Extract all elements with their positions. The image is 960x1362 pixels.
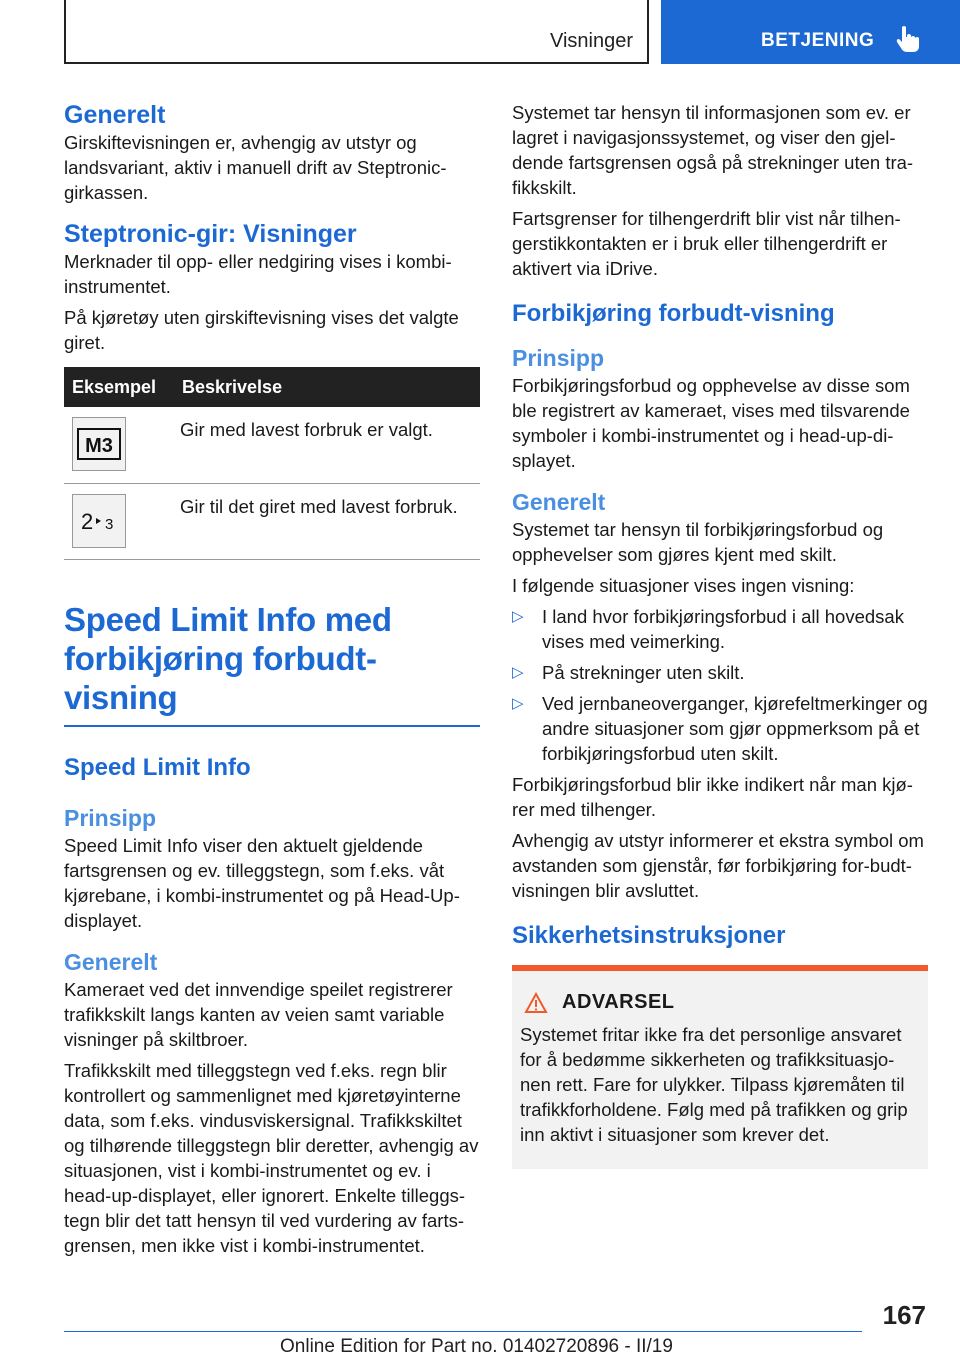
heading-prinsipp-right: Prinsipp (512, 345, 605, 371)
header-chapter-tab[interactable] (661, 0, 960, 64)
gear-m3-label: M3 (85, 435, 113, 457)
table-cell-description: Gir til det giret med lavest forbruk. (180, 483, 480, 559)
page-number: 167 (882, 1300, 926, 1330)
right-column (512, 100, 928, 1169)
heading-generelt-2: Generelt (64, 948, 158, 975)
bullet-triangle-icon: ▷ (512, 664, 524, 681)
paragraph-generelt-2-1: Kameraet ved det innvendige speilet registrerer trafikkskilt langs kanten av veien samt variable visninger på skiltbroer. (64, 978, 453, 1050)
heading-prinsipp: Prinsipp (64, 804, 157, 831)
paragraph-continuation-2: Fartsgrenser for tilhengerdrift blir vist når tilhen-gerstikkontakten er i bruk eller tilhengerdrift er aktivert via iDrive. (512, 208, 901, 279)
shift-arrow-icon (96, 518, 101, 524)
paragraph-generelt: Girskiftevisningen er, avhengig av utstyr og landsvariant, aktiv i manuell drift av Steptronic-girkassen. (64, 132, 447, 203)
paragraph-after-1: Forbikjøringsforbud blir ikke indikert når man kjø-rer med tilhenger. (512, 774, 913, 820)
footer-divider (64, 1331, 862, 1332)
gear-shift-symbol (72, 494, 126, 548)
warning-box (512, 965, 928, 1169)
warning-text: Systemet fritar ikke fra det personlige ansvaret for å bedømme sikkerheten og trafikksituasjo-nen rett. Fare for ulykker. Tilpass kjøremåten til trafikkforholdene. Følg med på trafikken og grip inn aktivt i situasjoner som krever det. (520, 1024, 908, 1145)
paragraph-steptronic-2: På kjøretøy uten girskiftevisning vises det valgte giret. (64, 307, 459, 353)
list-item: ▷ I land hvor forbikjøringsforbud i all hovedsak vises med veimerking. (512, 606, 904, 652)
paragraph-steptronic-1: Merknader til opp- eller nedgiring vises i kombi-instrumentet. (64, 251, 452, 297)
gear-display-table (64, 367, 480, 560)
heading-safety: Sikkerhetsinstruksjoner (512, 922, 786, 949)
paragraph-after-2: Avhengig av utstyr informerer et ekstra symbol om avstanden som gjenstår, før forbikjøring for-budt-visningen blir avsluttet. (512, 830, 924, 901)
heading-steptronic: Steptronic-gir: Visninger (64, 220, 357, 248)
heading-generelt-right: Generelt (512, 489, 606, 515)
table-row (64, 483, 480, 559)
header-chapter-title: BETJENING (761, 30, 875, 51)
table-row (64, 407, 480, 483)
paragraph-generelt-right-1: Systemet tar hensyn til forbikjøringsforbud og opphevelser som gjøres kjent med skilt. (512, 519, 884, 565)
footer-edition: Online Edition for Part no. 01402720896 - II/19 (280, 1336, 673, 1357)
list-item: ▷ Ved jernbaneoverganger, kjørefeltmerkinger og andre situasjoner som gjør oppmerksom på et forbikjøringsforbud uten skilt. (512, 693, 928, 764)
header-section-title: Visninger (549, 30, 633, 52)
paragraph-prinsipp: Speed Limit Info viser den aktuelt gjeldende fartsgrensen og ev. tilleggstegn, som f.eks. våt kjørebane, i kombi-instrumentet og på Head-Up-displayet. (64, 834, 460, 931)
table-header-example: Eksempel (64, 367, 180, 407)
warning-title: ADVARSEL (562, 991, 675, 1013)
situations-list (512, 604, 928, 766)
bullet-triangle-icon: ▷ (512, 608, 524, 625)
heading-forbikjoring: Forbikjøring forbudt-visning (512, 300, 835, 327)
table-header-description: Beskrivelse (180, 367, 480, 407)
header-section-box (64, 0, 649, 64)
section-title-speed-limit: Speed Limit Info med forbikjøring forbudt-visning (64, 600, 480, 727)
paragraph-continuation-1: Systemet tar hensyn til informasjonen som ev. er lagret i navigasjonssystemet, og viser den gjel-dende fartsgrensen også på strekninger uten tra-fikkskilt. (512, 102, 914, 198)
paragraph-generelt-right-2: I følgende situasjoner vises ingen visning: (512, 575, 855, 596)
warning-triangle-icon (524, 992, 548, 1014)
list-item: ▷ På strekninger uten skilt. (512, 662, 745, 683)
table-cell-description: Gir med lavest forbruk er valgt. (180, 407, 480, 483)
gear-shift-from: 2 (81, 508, 94, 534)
paragraph-generelt-2-2: Trafikkskilt med tilleggstegn ved f.eks. regn blir kontrollert og sammenlignet med kjøretøyinterne data, som f.eks. vindusviskersignal. Trafikkskiltet og tilhørende tilleggstegn blir deretter, avhengig av situasjonen, vist i kombi-instrumentet og ev. i head-up-displayet, eller ignorert. Enkelte tilleggs-tegn blir det tatt hensyn til ved vurdering av farts-grensen, men ikke vist i kombi-instrumentet. (64, 1059, 479, 1256)
bullet-triangle-icon: ▷ (512, 695, 524, 712)
gear-m3-symbol (72, 417, 126, 471)
gear-shift-to: 3 (105, 515, 114, 533)
paragraph-prinsipp-right: Forbikjøringsforbud og opphevelse av disse som ble registrert av kameraet, vises med tilsvarende symboler i kombi-instrumentet og i head-up-di-splayet. (512, 375, 910, 471)
heading-speed-limit-info: Speed Limit Info (64, 753, 251, 781)
left-column (64, 100, 480, 1258)
pointing-hand-icon (893, 24, 923, 54)
heading-generelt: Generelt (64, 101, 166, 129)
